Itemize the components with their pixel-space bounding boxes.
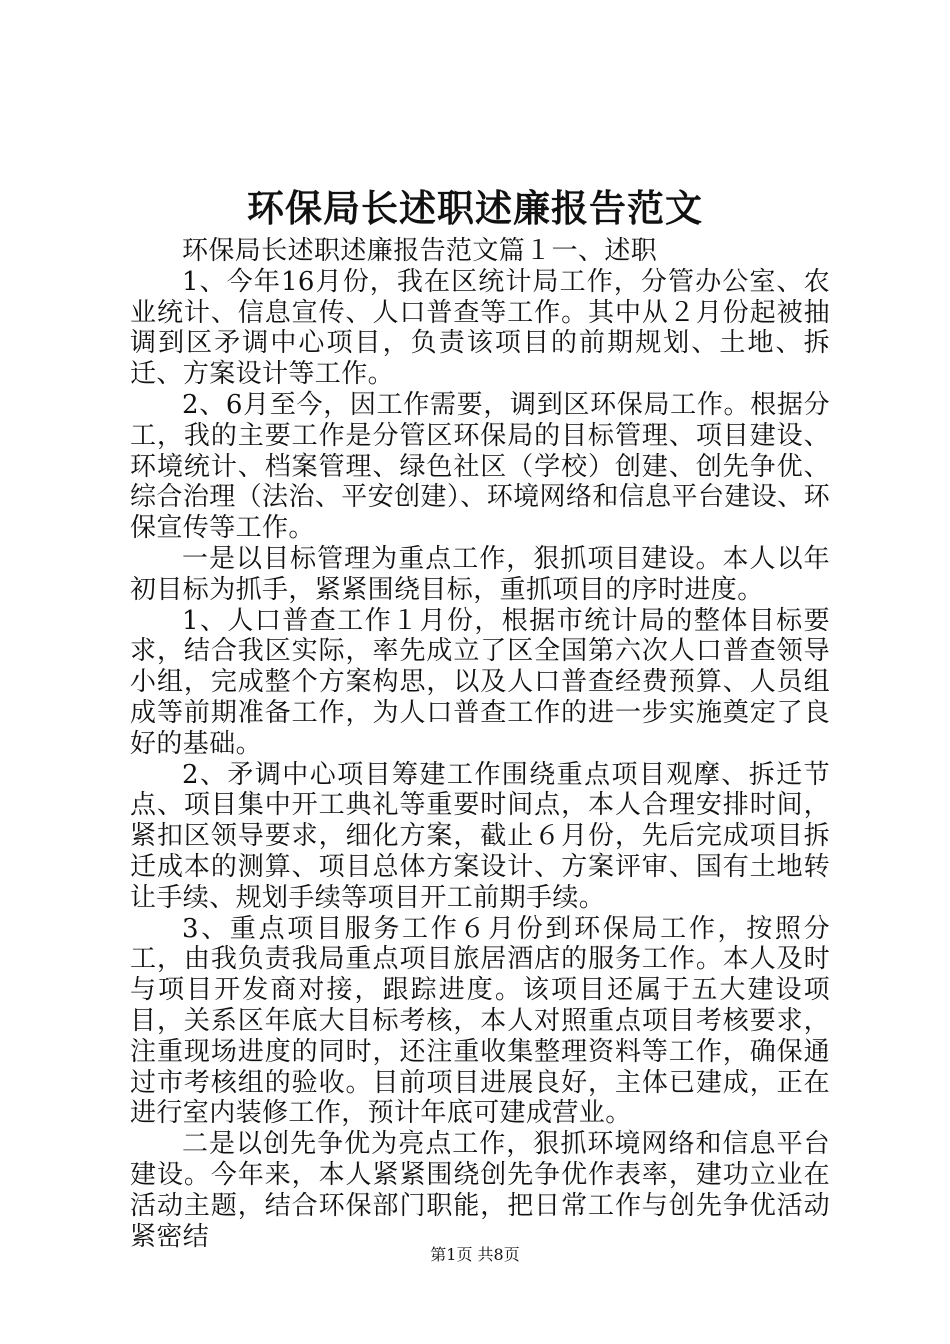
paragraph: 一是以目标管理为重点工作，狠抓项目建设。本人以年初目标为抓手，紧紧围绕目标，重抓项目的序时进度。 [130, 543, 830, 605]
paragraph: 环保局长述职述廉报告范文篇１一、述职 [182, 236, 658, 266]
paragraph: 1、人口普查工作１月份，根据市统计局的整体目标要求，结合我区实际，率先成立了区全国第六次人口普查领导小组，完成整个方案构思，以及人口普查经费预算、人员组成等前期准备工作，为人口普查工作的进一步实施奠定了良好的基础。 [130, 605, 830, 759]
paragraph: 1、今年16月份，我在区统计局工作，分管办公室、农业统计、信息宣传、人口普查等工作。其中从２月份起被抽调到区矛调中心项目，负责该项目的前期规划、土地、拆迁、方案设计等工作。 [130, 266, 830, 390]
page-footer: 第1页 共8页 [430, 1245, 520, 1264]
document-title: 环保局长述职述廉报告范文 [247, 186, 703, 230]
paragraph: 2、矛调中心项目筹建工作围绕重点项目观摩、拆迁节点、项目集中开工典礼等重要时间点，本人合理安排时间，紧扣区领导要求，细化方案，截止６月份，先后完成项目拆迁成本的测算、项目总体方案设计、方案评审、国有土地转让手续、规划手续等项目开工前期手续。 [130, 759, 830, 913]
paragraph: 3、重点项目服务工作６月份到环保局工作，按照分工，由我负责我局重点项目旅居酒店的服务工作。本人及时与项目开发商对接，跟踪进度。该项目还属于五大建设项目，关系区年底大目标考核，本人对照重点项目考核要求，注重现场进度的同时，还注重收集整理资料等工作，确保通过市考核组的验收。目前项目进展良好，主体已建成，正在进行室内装修工作，预计年底可建成营业。 [130, 913, 830, 1129]
paragraph: 2、6月至今，因工作需要，调到区环保局工作。根据分工，我的主要工作是分管区环保局的目标管理、项目建设、环境统计、档案管理、绿色社区（学校）创建、创先争优、综合治理（法治、平安创建）、环境网络和信息平台建设、环保宣传等工作。 [130, 389, 830, 544]
paragraph: 二是以创先争优为亮点工作，狠抓环境网络和信息平台建设。今年来，本人紧紧围绕创先争优作表率，建功立业在活动主题，结合环保部门职能，把日常工作与创先争优活动紧密结 [130, 1129, 830, 1252]
document-body [130, 236, 830, 1252]
